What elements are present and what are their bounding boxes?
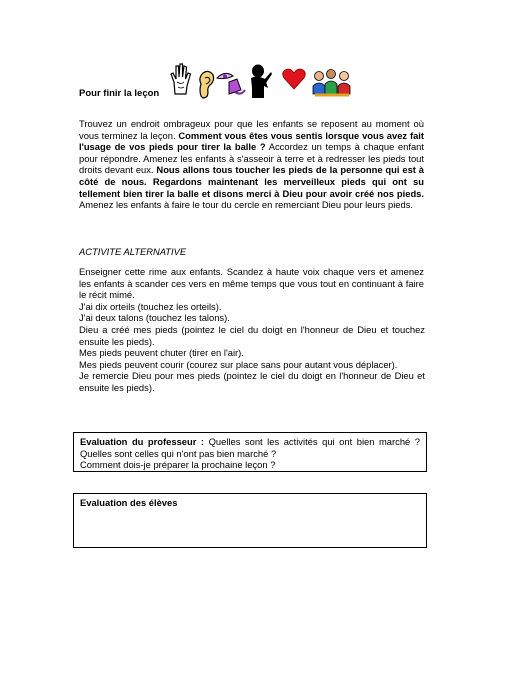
children-group-icon: [311, 68, 353, 98]
rhyme-line: J'ai deux talons (touchez les talons).: [79, 312, 230, 324]
rhyme-line: J'ai dix orteils (touchez les orteils).: [79, 300, 222, 312]
heart-icon: [282, 68, 306, 90]
eye-nose-icon: [215, 70, 247, 98]
lesson-end-heading: [79, 62, 379, 100]
rhyme-line: Je remercie Dieu pour mes pieds (pointez le ciel du doigt en l'honneur de Dieu et ensuite les pieds).: [79, 370, 425, 393]
rhyme-line: Mes pieds peuvent courir (courez sur place sans pour autant vous déplacer).: [79, 358, 398, 370]
rhyme-section: [79, 266, 429, 394]
student-evaluation-box: [73, 493, 427, 548]
rhyme-line: Dieu a créé mes pieds (pointez le ciel du doigt en l'honneur de Dieu et touchez ensuite les pieds).: [79, 323, 425, 347]
rhyme-line: Mes pieds peuvent chuter (tirer en l'air).: [79, 347, 244, 359]
ear-icon: [197, 70, 215, 100]
teacher-evaluation-questions: Evaluation du professeur : Quelles sont les activités qui ont bien marché ? Quelles sont celles qui n'ont pas bien marché ?: [80, 436, 421, 459]
rhyme-instructions: Enseigner cette rime aux enfants. Scandez à haute voix chaque vers et amenez les enfants à scander ces vers en même temps que vous tout en continuant à faire le récit mimé.: [79, 266, 424, 301]
teacher-evaluation-box: [73, 432, 427, 472]
teacher-evaluation-label: Evaluation du professeur :: [80, 436, 205, 447]
student-evaluation-label: Evaluation des élèves: [80, 497, 178, 508]
alternative-activity-title: ACTIVITE ALTERNATIVE: [79, 246, 187, 257]
teacher-evaluation-next: Comment dois-je préparer la prochaine leçon ?: [80, 459, 276, 471]
hand-icon: [169, 62, 193, 96]
praying-child-icon: [247, 64, 273, 100]
intro-paragraph: Trouvez un endroit ombrageux pour que les enfants se reposent au moment où vous terminez la leçon. Comment vous êtes vous sentis lorsque vous avez fait l'usage de vos pieds pour tirer la balle ? Accordez un temps à chaque enfant pour répondre. Amenez les enfants à s'asseoir à terre et à redresser les pieds tout droits devant eux. Nous allons tous toucher les pieds de la personne qui est à côté de nous. Regardons maintenant les merveilleux pieds qui ont su tellement bien tirer la balle et disons merci à Dieu pour avoir créé nos pieds. Amenez les enfants à faire le tour du cercle en remerciant Dieu pour leurs pieds.: [79, 118, 425, 211]
heading-title: Pour finir la leçon: [79, 88, 160, 99]
